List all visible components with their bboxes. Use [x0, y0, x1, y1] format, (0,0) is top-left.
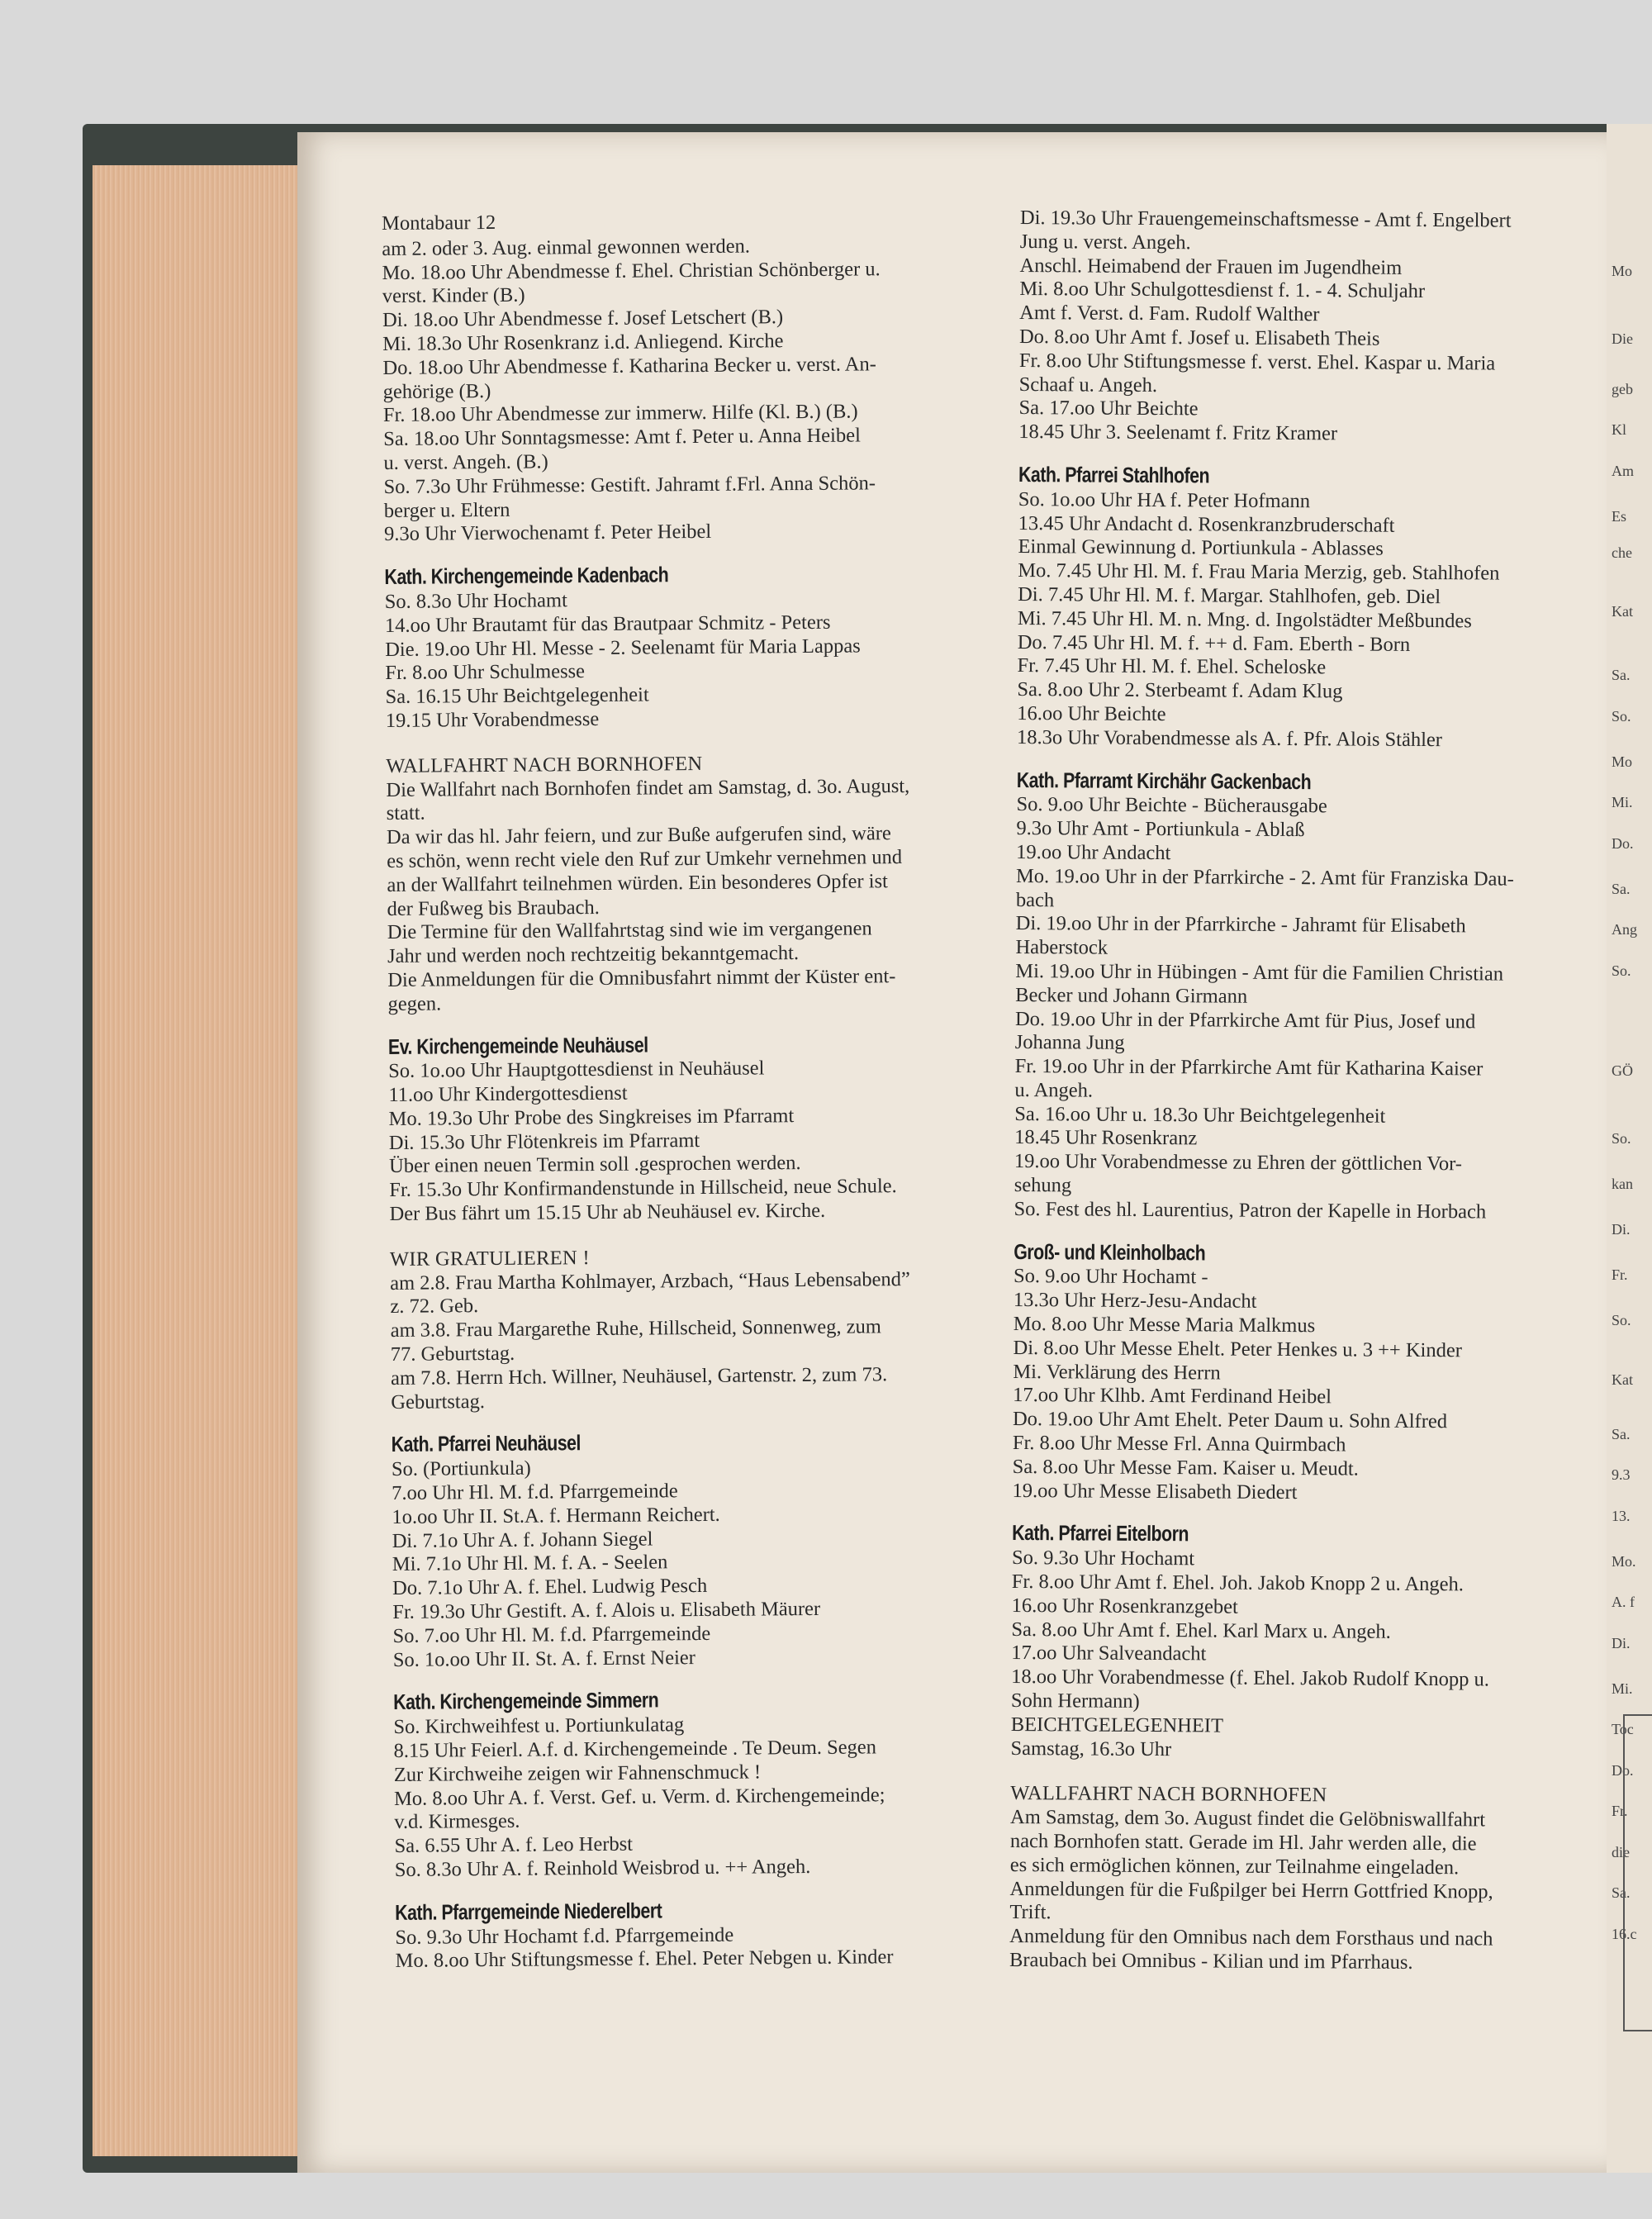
text-line: Am Samstag, dem 3o. August findet die Gelöbniswallfahrt	[1010, 1806, 1486, 1832]
text-line: 16.oo Uhr Beichte	[1017, 701, 1166, 726]
text-line: 9.3o Uhr Amt - Portiunkula - Ablaß	[1016, 817, 1305, 842]
text-line: So. 8.3o Uhr Hochamt	[384, 589, 567, 613]
text-line: Mi. 8.oo Uhr Schulgottesdienst f. 1. - 4. Schuljahr	[1019, 278, 1426, 303]
next-page-fragment: Mi.	[1612, 1680, 1633, 1697]
next-page-fragment: Kat	[1612, 1371, 1633, 1388]
text-line: Fr. 8.oo Uhr Messe Frl. Anna Quirmbach	[1012, 1432, 1346, 1456]
text-line: Di. 7.1o Uhr A. f. Johann Siegel	[392, 1528, 653, 1552]
text-line: Mo. 18.oo Uhr Abendmesse f. Ehel. Christian Schönberger u.	[382, 257, 881, 284]
section-title-gratulieren: WIR GRATULIEREN !	[389, 1246, 590, 1271]
text-line: So. 8.3o Uhr A. f. Reinhold Weisbrod u. ++ Angeh.	[394, 1855, 811, 1881]
text-line: Johanna Jung	[1014, 1031, 1125, 1055]
text-line: Di. 15.3o Uhr Flötenkreis im Pfarramt	[388, 1129, 700, 1154]
next-page-fragment: 9.3	[1612, 1466, 1631, 1483]
text-line: der Fußweg bis Braubach.	[387, 896, 600, 920]
text-line: Mi. 7.45 Uhr Hl. M. n. Mng. d. Ingolstädter Meßbundes	[1017, 606, 1472, 633]
kirchaehr-block	[1014, 793, 1594, 1225]
text-line: 19.oo Uhr Vorabendmesse zu Ehren der göttlichen Vor-	[1014, 1150, 1463, 1176]
text-line: So. 1o.oo Uhr Hauptgottesdienst in Neuhäusel	[388, 1057, 765, 1083]
text-line: 19.oo Uhr Andacht	[1016, 840, 1171, 865]
wallfahrt-block	[386, 774, 1015, 1017]
section-title-neuhaeusel-ev: Ev. Kirchengemeinde Neuhäusel	[387, 1031, 648, 1059]
text-line: Do. 7.45 Uhr Hl. M. f. ++ d. Fam. Eberth - Born	[1017, 630, 1411, 656]
text-line: Fr. 8.oo Uhr Schulmesse	[385, 660, 586, 685]
section-title-holzbach: Groß- und Kleinholbach	[1014, 1238, 1206, 1266]
next-page-fragment: che	[1612, 544, 1632, 561]
text-line: 18.45 Uhr 3. Seelenamt f. Fritz Kramer	[1018, 421, 1338, 445]
text-line: Sa. 8.oo Uhr Messe Fam. Kaiser u. Meudt.	[1012, 1455, 1359, 1480]
text-line: Sohn Hermann)	[1010, 1689, 1140, 1713]
text-line: Do. 18.oo Uhr Abendmesse f. Katharina Becker u. verst. An-	[382, 353, 876, 379]
text-line: Di. 19.3o Uhr Frauengemeinschaftsmesse - Amt f. Engelbert	[1019, 207, 1512, 232]
next-page-frame	[1623, 1714, 1652, 2031]
text-line: statt.	[386, 801, 425, 825]
text-line: 77. Geburtstag.	[390, 1342, 515, 1366]
text-line: Samstag, 16.3o Uhr	[1010, 1737, 1172, 1760]
next-page-fragment: Fr.	[1612, 1266, 1628, 1283]
next-page-fragment: Mo	[1612, 262, 1633, 279]
next-page-fragment: So.	[1612, 962, 1631, 979]
text-line: 8.15 Uhr Feierl. A.f. d. Kirchengemeinde . Te Deum. Segen	[393, 1736, 877, 1762]
next-page-fragment: Am	[1612, 462, 1634, 479]
text-line: Geburtstag.	[391, 1390, 486, 1414]
text-line: Der Bus fährt um 15.15 Uhr ab Neuhäusel ev. Kirche.	[389, 1199, 826, 1226]
section-title-eitelborn: Kath. Pfarrei Eitelborn	[1012, 1520, 1189, 1547]
kadenbach-block	[385, 586, 1014, 734]
text-line: 11.oo Uhr Kindergottesdienst	[388, 1081, 628, 1107]
next-page-fragment: Die	[1612, 330, 1633, 347]
text-line: Amt f. Verst. d. Fam. Rudolf Walther	[1019, 302, 1320, 326]
next-page-fragment: Kl	[1612, 421, 1626, 438]
text-line: Zur Kirchweihe zeigen wir Fahnenschmuck !	[393, 1760, 762, 1786]
section-title-simmern: Kath. Kirchengemeinde Simmern	[393, 1687, 659, 1715]
section-title-neuhaeusel-kath: Kath. Pfarrei Neuhäusel	[391, 1430, 582, 1457]
simmern-block	[393, 1711, 1023, 1883]
text-line: Jung u. verst. Angeh.	[1019, 230, 1191, 254]
text-line: u. verst. Angeh. (B.)	[383, 450, 548, 474]
next-page-fragment: Es	[1612, 507, 1626, 525]
text-line: So. Fest des hl. Laurentius, Patron der Kapelle in Horbach	[1014, 1197, 1487, 1224]
text-line: Mo. 8.oo Uhr Messe Maria Malkmus	[1013, 1313, 1316, 1338]
text-line: Braubach bei Omnibus - Kilian und im Pfarrhaus.	[1009, 1948, 1413, 1974]
text-line: 18.45 Uhr Rosenkranz	[1014, 1126, 1198, 1150]
text-line: 19.oo Uhr Messe Elisabeth Diedert	[1012, 1479, 1298, 1504]
text-line: Die Anmeldungen für die Omnibusfahrt nimmt der Küster ent-	[387, 965, 896, 991]
section-title-wallfahrt-2: WALLFAHRT NACH BORNHOFEN	[1010, 1782, 1327, 1807]
text-line: an der Wallfahrt teilnehmen würden. Ein besonderes Opfer ist	[387, 869, 888, 896]
next-page-fragment: Toc	[1612, 1721, 1634, 1737]
text-line: 18.3o Uhr Vorabendmesse als A. f. Pfr. Alois Stähler	[1016, 725, 1443, 751]
text-line: berger u. Eltern	[383, 498, 510, 522]
right-intro-block	[1018, 207, 1598, 448]
text-line: Fr. 7.45 Uhr Hl. M. f. Ehel. Scheloske	[1017, 654, 1327, 679]
text-line: So. Kirchweihfest u. Portiunkulatag	[393, 1713, 685, 1739]
text-line: Die Termine für den Wallfahrtstag sind wie im vergangenen	[387, 917, 872, 944]
next-page-fragment: Sa.	[1612, 1884, 1631, 1901]
text-line: Mo. 8.oo Uhr A. f. Verst. Gef. u. Verm. d. Kirchengemeinde;	[393, 1783, 885, 1810]
neuhaeusel-kath-block	[392, 1453, 1021, 1672]
text-line: Fr. 19.3o Uhr Gestift. A. f. Alois u. Elisabeth Mäurer	[392, 1597, 821, 1623]
text-line: bach	[1015, 888, 1055, 911]
text-line: Di. 18.oo Uhr Abendmesse f. Josef Letschert (B.)	[382, 306, 784, 332]
text-line: So. 9.3o Uhr Hochamt f.d. Pfarrgemeinde	[395, 1923, 734, 1949]
text-line: Fr. 18.oo Uhr Abendmesse zur immerw. Hilfe (Kl. B.) (B.)	[382, 400, 858, 427]
section-title-stahlhofen: Kath. Pfarrei Stahlhofen	[1018, 461, 1210, 488]
text-line: Anschl. Heimabend der Frauen im Jugendheim	[1019, 254, 1403, 279]
niederelbert-block	[395, 1922, 1023, 1974]
text-line: Sa. 18.oo Uhr Sonntagsmesse: Amt f. Peter u. Anna Heibel	[383, 424, 861, 451]
next-page-fragment: So.	[1612, 1130, 1631, 1147]
text-line: Do. 19.oo Uhr Amt Ehelt. Peter Daum u. Sohn Alfred	[1012, 1408, 1448, 1433]
next-page-fragment: Mo	[1612, 753, 1633, 770]
text-line: am 2.8. Frau Martha Kohlmayer, Arzbach, “Haus Lebensabend”	[390, 1267, 910, 1295]
text-line: Fr. 8.oo Uhr Stiftungsmesse f. verst. Ehel. Kaspar u. Maria	[1018, 349, 1496, 375]
section-title-wallfahrt: WALLFAHRT NACH BORNHOFEN	[386, 752, 703, 777]
text-line: So. 9.oo Uhr Hochamt -	[1014, 1265, 1208, 1289]
text-line: gegen.	[387, 992, 442, 1015]
text-line: Haberstock	[1015, 936, 1108, 959]
text-line: Die. 19.oo Uhr Hl. Messe - 2. Seelenamt für Maria Lappas	[385, 634, 861, 661]
next-page-fragment: Sa.	[1612, 880, 1631, 897]
next-page-fragment: Di.	[1612, 1221, 1631, 1238]
gratulieren-block	[390, 1267, 1018, 1415]
text-line: So. 7.oo Uhr Hl. M. f.d. Pfarrgemeinde	[392, 1622, 711, 1647]
text-line: Sa. 16.oo Uhr u. 18.3o Uhr Beichtgelegenheit	[1014, 1102, 1386, 1128]
page-edges	[93, 165, 307, 2156]
next-page-fragment: Do.	[1612, 834, 1634, 852]
text-line: Einmal Gewinnung d. Portiunkula - Ablasses	[1018, 535, 1384, 561]
text-line: es sich ermöglichen können, zur Teilnahme eingeladen.	[1009, 1853, 1460, 1879]
text-line: Schaaf u. Angeh.	[1018, 373, 1158, 397]
text-line: Do. 8.oo Uhr Amt f. Josef u. Elisabeth Theis	[1018, 325, 1380, 350]
intro-block	[382, 233, 1012, 547]
text-line: Anmeldung für den Omnibus nach dem Forsthaus und nach	[1009, 1925, 1493, 1951]
text-line: Di. 7.45 Uhr Hl. M. f. Margar. Stahlhofen, geb. Diel	[1018, 582, 1441, 609]
right-column	[1009, 207, 1598, 1976]
text-line: Mi. 18.3o Uhr Rosenkranz i.d. Anliegend. Kirche	[382, 330, 784, 355]
text-line: So. 7.3o Uhr Frühmesse: Gestift. Jahramt f.Frl. Anna Schön-	[383, 472, 876, 498]
text-line: 16.oo Uhr Rosenkranzgebet	[1011, 1594, 1238, 1618]
text-line: Jahr und werden noch rechtzeitig bekanntgemacht.	[387, 942, 800, 968]
holzbach-block	[1012, 1265, 1592, 1506]
text-line: Sa. 16.15 Uhr Beichtgelegenheit	[385, 683, 649, 709]
next-page-fragment: geb	[1612, 380, 1633, 397]
text-line: So. (Portiunkula)	[391, 1456, 531, 1481]
text-line: 1o.oo Uhr II. St.A. f. Hermann Reichert.	[392, 1503, 720, 1528]
text-line: Sa. 17.oo Uhr Beichte	[1018, 397, 1199, 421]
text-line: So. 1o.oo Uhr HA f. Peter Hofmann	[1018, 487, 1311, 512]
left-column	[382, 207, 1023, 1974]
text-line: BEICHTGELEGENHEIT	[1010, 1713, 1224, 1737]
section-title-kirchaehr: Kath. Pfarramt Kirchähr Gackenbach	[1016, 767, 1312, 794]
text-line: So. 1o.oo Uhr II. St. A. f. Ernst Neier	[392, 1646, 695, 1671]
text-line: 18.oo Uhr Vorabendmesse (f. Ehel. Jakob Rudolf Knopp u.	[1011, 1665, 1490, 1691]
text-line: 14.oo Uhr Brautamt für das Brautpaar Schmitz - Peters	[384, 611, 831, 637]
next-page-fragment: Kat	[1612, 603, 1633, 620]
next-page-fragment: A. f	[1612, 1594, 1635, 1610]
text-line: es schön, wenn recht viele den Ruf zur Umkehr vernehmen und	[387, 845, 903, 872]
text-line: Mi. Verklärung des Herrn	[1013, 1360, 1221, 1385]
next-page-fragment: Mo.	[1612, 1552, 1636, 1570]
text-line: am 7.8. Herrn Hch. Willner, Neuhäusel, Gartenstr. 2, zum 73.	[390, 1363, 888, 1390]
next-page-fragment: Mi.	[1612, 794, 1633, 810]
text-line: gehörige (B.)	[382, 379, 491, 403]
text-line: Di. 19.oo Uhr in der Pfarrkirche - Jahramt für Elisabeth	[1015, 912, 1466, 938]
next-page-fragment: 13.	[1612, 1507, 1631, 1524]
text-line: Fr. 8.oo Uhr Amt f. Ehel. Joh. Jakob Knopp 2 u. Angeh.	[1011, 1570, 1464, 1596]
text-line: z. 72. Geb.	[390, 1295, 479, 1319]
next-page-fragment: So.	[1612, 707, 1631, 725]
text-line: 9.3o Uhr Vierwochenamt f. Peter Heibel	[383, 520, 712, 546]
next-page-fragment: kan	[1612, 1176, 1633, 1192]
text-line: am 3.8. Frau Margarethe Ruhe, Hillscheid, Sonnenweg, zum	[390, 1315, 881, 1342]
text-line: Becker und Johann Girmann	[1015, 983, 1248, 1008]
text-line: u. Angeh.	[1014, 1078, 1094, 1102]
text-line: 7.oo Uhr Hl. M. f.d. Pfarrgemeinde	[392, 1480, 678, 1504]
text-line: Do. 7.1o Uhr A. f. Ehel. Ludwig Pesch	[392, 1575, 708, 1600]
text-line: So. 9.oo Uhr Beichte - Bücherausgabe	[1016, 793, 1327, 818]
text-line: Die Wallfahrt nach Bornhofen findet am Samstag, d. 3o. August,	[386, 774, 910, 801]
next-page-fragment: So.	[1612, 1312, 1631, 1328]
text-line: So. 9.3o Uhr Hochamt	[1011, 1547, 1195, 1570]
text-line: Sa. 6.55 Uhr A. f. Leo Herbst	[394, 1832, 634, 1858]
text-line: verst. Kinder (B.)	[382, 284, 525, 308]
text-line: Mi. 19.oo Uhr in Hübingen - Amt für die Familien Christian	[1015, 959, 1504, 986]
next-page-fragment: Ang	[1612, 921, 1637, 938]
text-line: Über einen neuen Termin soll .gesprochen werden.	[388, 1152, 801, 1178]
text-line: v.d. Kirmesges.	[394, 1810, 520, 1834]
eitelborn-block	[1011, 1547, 1591, 1764]
next-page-fragment: Di.	[1612, 1634, 1631, 1651]
next-page-fragment: Sa.	[1612, 1425, 1631, 1442]
next-page-fragment: Sa.	[1612, 667, 1631, 683]
text-line: nach Bornhofen statt. Gerade im Hl. Jahr werden alle, die	[1009, 1829, 1477, 1856]
text-line: am 2. oder 3. Aug. einmal gewonnen werden.	[382, 235, 751, 260]
text-line: Do. 19.oo Uhr in der Pfarrkirche Amt für Pius, Josef und	[1014, 1007, 1476, 1033]
text-line: 17.oo Uhr Klhb. Amt Ferdinand Heibel	[1013, 1384, 1332, 1409]
text-line: Sa. 8.oo Uhr Amt f. Ehel. Karl Marx u. Angeh.	[1011, 1618, 1391, 1643]
neuhaeusel-ev-block	[388, 1055, 1018, 1227]
text-line: 19.15 Uhr Vorabendmesse	[385, 707, 600, 732]
text-line: Di. 8.oo Uhr Messe Ehelt. Peter Henkes u. 3 ++ Kinder	[1013, 1336, 1463, 1362]
next-page-fragment: GÖ	[1612, 1062, 1633, 1079]
text-line: Fr. 15.3o Uhr Konfirmandenstunde in Hillscheid, neue Schule.	[389, 1175, 897, 1202]
next-page-edge	[1607, 124, 1652, 2173]
stahlhofen-block	[1017, 488, 1597, 753]
text-line: Mo. 19.3o Uhr Probe des Singkreises im Pfarramt	[388, 1105, 795, 1130]
text-line: 17.oo Uhr Salveandacht	[1011, 1642, 1207, 1665]
text-line: sehung	[1014, 1174, 1072, 1197]
next-page-fragment: Fr.	[1612, 1803, 1628, 1819]
next-page-fragment: die	[1612, 1843, 1630, 1860]
section-title-kadenbach: Kath. Kirchengemeinde Kadenbach	[384, 562, 669, 590]
next-page-fragment: Do.	[1612, 1761, 1634, 1779]
text-line: Mi. 7.1o Uhr Hl. M. f. A. - Seelen	[392, 1551, 668, 1576]
text-line: Trift.	[1009, 1901, 1051, 1924]
text-line: 13.3o Uhr Herz-Jesu-Andacht	[1013, 1289, 1257, 1314]
page-header: Montabaur 12	[382, 211, 496, 235]
text-line: Sa. 8.oo Uhr 2. Sterbeamt f. Adam Klug	[1017, 678, 1343, 703]
section-title-niederelbert: Kath. Pfarrgemeinde Niederelbert	[395, 1898, 662, 1925]
text-line: Da wir das hl. Jahr feiern, und zur Buße aufgerufen sind, wäre	[386, 822, 891, 849]
wallfahrt-2-block	[1009, 1806, 1588, 1976]
text-line: Mo. 7.45 Uhr Hl. M. f. Frau Maria Merzig, geb. Stahlhofen	[1018, 559, 1500, 585]
text-line: Mo. 8.oo Uhr Stiftungsmesse f. Ehel. Peter Nebgen u. Kinder	[395, 1946, 894, 1973]
next-page-fragment: 16.c	[1612, 1925, 1637, 1942]
text-line: Fr. 19.oo Uhr in der Pfarrkirche Amt für Katharina Kaiser	[1014, 1055, 1483, 1081]
text-line: 13.45 Uhr Andacht d. Rosenkranzbruderschaft	[1018, 511, 1395, 537]
text-line: Mo. 19.oo Uhr in der Pfarrkirche - 2. Amt für Franziska Dau-	[1015, 864, 1514, 891]
text-line: Anmeldungen für die Fußpilger bei Herrn Gottfried Knopp,	[1009, 1877, 1493, 1903]
